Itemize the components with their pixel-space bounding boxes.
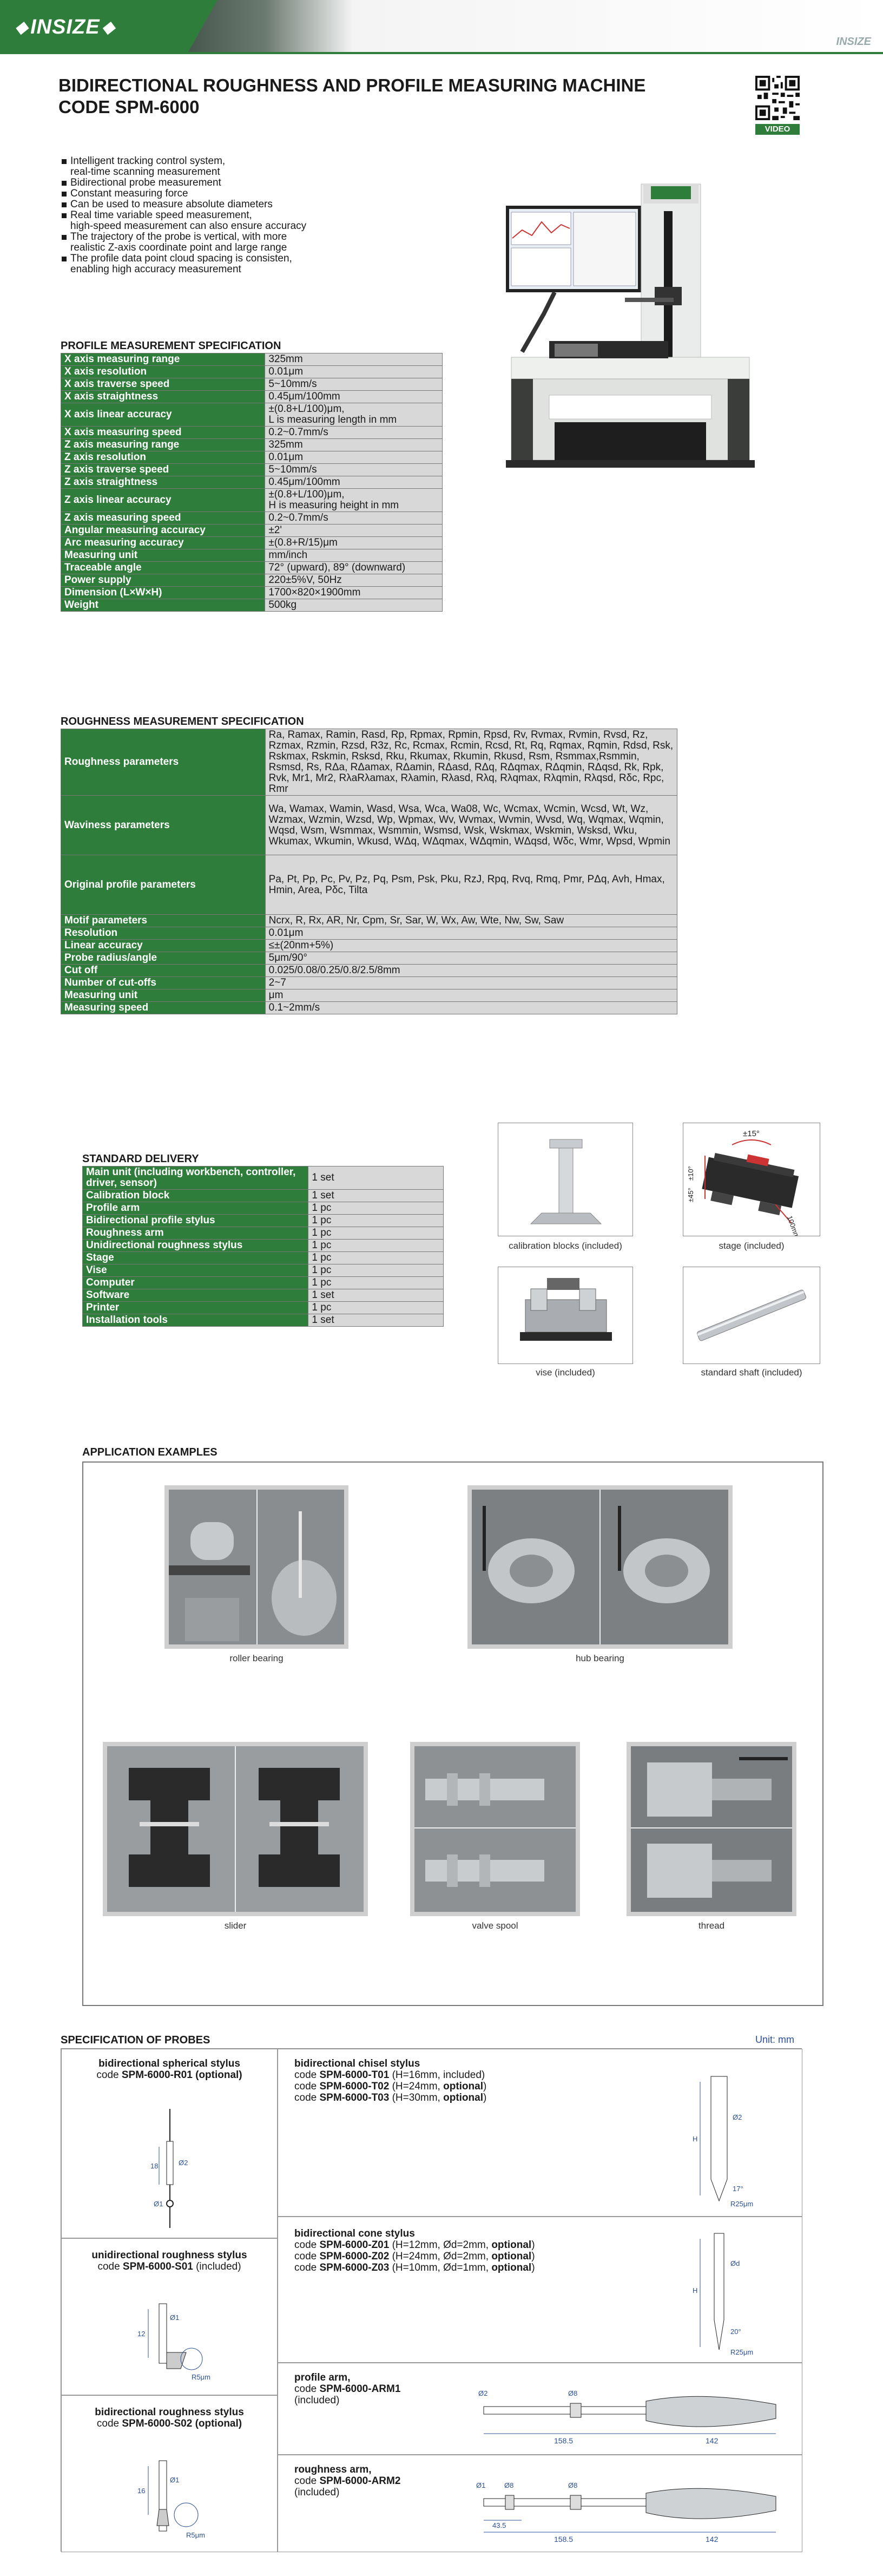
thread-caption: thread: [698, 1920, 725, 1931]
rough_spec-row: [61, 927, 677, 940]
profile_spec-value: 5~10mm/s: [265, 378, 443, 391]
svg-text:Ø2: Ø2: [179, 2159, 188, 2167]
delivery-key: Vise: [83, 1264, 308, 1277]
delivery-key: Printer: [83, 1302, 308, 1314]
profile_spec-key: Dimension (L×W×H): [61, 587, 265, 599]
svg-text:20°: 20°: [730, 2328, 741, 2336]
delivery-row: [83, 1166, 444, 1190]
svg-text:18: 18: [150, 2162, 159, 2170]
cone-stylus-drawing: [678, 2228, 787, 2358]
svg-text:142: 142: [706, 2436, 719, 2445]
delivery-value: 1 pc: [308, 1252, 444, 1264]
rough_spec-key: Linear accuracy: [61, 940, 266, 952]
roller-bearing-photo: [164, 1485, 348, 1649]
hub-bearing-photo: [467, 1485, 733, 1649]
svg-text:Ø1: Ø1: [154, 2200, 163, 2208]
svg-text:Ø1: Ø1: [170, 2313, 180, 2322]
rough_spec-key: Cut off: [61, 965, 266, 977]
svg-text:Ø1: Ø1: [476, 2481, 486, 2489]
svg-text:43.5: 43.5: [492, 2521, 506, 2529]
feature-item: The trajectory of the probe is vertical, with more realistic Z-axis coordinate point and large range: [61, 232, 364, 253]
probe-name: bidirectional roughness stylus: [95, 2407, 244, 2418]
profile_spec-row: [61, 353, 443, 366]
chisel-code-2: code SPM-6000-T02 (H=24mm, optional): [294, 2081, 487, 2092]
profile_spec-row: [61, 512, 443, 525]
delivery-key: Profile arm: [83, 1202, 308, 1215]
profile_spec-row: [61, 439, 443, 451]
profile_spec-row: [61, 549, 443, 562]
profile_spec-key: Z axis traverse speed: [61, 464, 265, 476]
video-qr-code[interactable]: [755, 76, 800, 132]
rough_spec-row: [61, 915, 677, 927]
svg-text:12: 12: [137, 2330, 146, 2338]
thread-photo: [627, 1742, 796, 1916]
delivery-value: 1 pc: [308, 1215, 444, 1227]
profile_spec-key: X axis measuring range: [61, 353, 265, 366]
delivery-row: [83, 1264, 444, 1277]
delivery-value: 1 pc: [308, 1264, 444, 1277]
rough_spec-key: Measuring unit: [61, 989, 266, 1002]
delivery-key: Calibration block: [83, 1190, 308, 1202]
delivery-value: 1 pc: [308, 1302, 444, 1314]
svg-text:R5μm: R5μm: [192, 2373, 210, 2381]
profile_spec-value: 0.01μm: [265, 451, 443, 464]
valve-spool-caption: valve spool: [472, 1920, 518, 1931]
delivery-value: 1 pc: [308, 1277, 444, 1289]
delivery-row: [83, 1277, 444, 1289]
probes-title: SPECIFICATION OF PROBES: [61, 2034, 210, 2046]
profile_spec-key: X axis linear accuracy: [61, 403, 265, 427]
svg-text:Ø2: Ø2: [733, 2113, 742, 2121]
profile_spec-key: X axis resolution: [61, 366, 265, 378]
probe-cell-cone: [278, 2217, 802, 2363]
svg-text:158.5: 158.5: [554, 2535, 574, 2544]
delivery-key: Installation tools: [83, 1314, 308, 1327]
profile_spec-value: ±(0.8+R/15)μm: [265, 537, 443, 549]
profile-spec-title: PROFILE MEASUREMENT SPECIFICATION: [61, 340, 281, 352]
slider-caption: slider: [224, 1920, 247, 1931]
roughness-arm-drawing: [473, 2466, 792, 2547]
stage-caption: stage (included): [719, 1241, 785, 1251]
feature-item: Bidirectional probe measurement: [61, 178, 364, 188]
delivery-title: STANDARD DELIVERY: [82, 1153, 199, 1165]
chisel-code-1: code SPM-6000-T01 (H=16mm, included): [294, 2069, 485, 2081]
profile_spec-row: [61, 464, 443, 476]
rough_spec-value: 0.025/0.08/0.25/0.8/2.5/8mm: [265, 965, 677, 977]
profile_spec-value: 325mm: [265, 439, 443, 451]
svg-text:R25μm: R25μm: [730, 2200, 754, 2208]
spherical-stylus-drawing: [143, 2109, 208, 2228]
profile_spec-key: Z axis measuring range: [61, 439, 265, 451]
cone-code-3: code SPM-6000-Z03 (H=10mm, Ød=1mm, optional): [294, 2262, 535, 2273]
profile_spec-row: [61, 599, 443, 612]
probe-cell-roughness-arm: roughness arm, code SPM-6000-ARM2 (included) Ø1 Ø8 Ø8 43.5 158.5 142: [278, 2455, 802, 2552]
hub-bearing-caption: hub bearing: [576, 1653, 624, 1663]
svg-text:158.5: 158.5: [554, 2436, 574, 2445]
rough_spec-value: 5μm/90°: [265, 952, 677, 965]
rough_spec-key: Measuring speed: [61, 1002, 266, 1014]
chisel-stylus-drawing: [678, 2071, 787, 2212]
feature-item: Intelligent tracking control system, real-time scanning measurement: [61, 156, 364, 178]
rough_spec-value: Wa, Wamax, Wamin, Wasd, Wsa, Wca, Wa08, Wc, Wcmax, Wcmin, Wcsd, Wt, Wz, Wzmax, Wzmin, Wzsd, Wp, Wpmax, Wv, Wvmax, Wvmin, Wvsd, Wq, Wqmax, Wqmin, Wqsd, Wsm, Wsmmax, Wsmmin, Wsmsd, Wsk, Wskmax, Wskmin, Wsksd, Wku, Wkumax, Wkumin, Wkusd, WΔq, WΔqmax, WΔqmin, WΔqsd, Wδc, Wmr, Wpsd, Wpmin: [265, 796, 677, 855]
profile-arm-drawing: [473, 2374, 792, 2450]
profile_spec-row: [61, 489, 443, 512]
profile_spec-row: [61, 574, 443, 587]
rough_spec-key: Probe radius/angle: [61, 952, 266, 965]
probes-unit: Unit: mm: [755, 2034, 794, 2045]
rough_spec-value: μm: [265, 989, 677, 1002]
rough_spec-value: ≤±(20nm+5%): [265, 940, 677, 952]
svg-text:Ø8: Ø8: [568, 2389, 578, 2397]
profile_spec-row: [61, 587, 443, 599]
brand-logo[interactable]: ◆ INSIZE ◆: [15, 15, 115, 38]
delivery-key: Main unit (including workbench, controller, driver, sensor): [83, 1166, 308, 1190]
delivery-row: [83, 1252, 444, 1264]
probe-cell-spherical: bidirectional spherical stylus code SPM-6000-R01 (optional) 18 Ø2 Ø1: [61, 2049, 278, 2238]
unidirectional-stylus-drawing: [127, 2298, 224, 2390]
profile_spec-value: 220±5%V, 50Hz: [265, 574, 443, 587]
profile_spec-row: [61, 391, 443, 403]
delivery-value: 1 pc: [308, 1240, 444, 1252]
delivery-row: [83, 1215, 444, 1227]
profile_spec-row: [61, 525, 443, 537]
rough_spec-row: [61, 952, 677, 965]
profile_spec-value: 0.01μm: [265, 366, 443, 378]
title-line-2: CODE SPM-6000: [58, 97, 200, 117]
svg-text:H: H: [693, 2286, 698, 2295]
svg-text:R25μm: R25μm: [730, 2348, 754, 2356]
probe-cell-unidirectional: unidirectional roughness stylus code SPM-6000-S01 (included) 12 Ø1 R5μm: [61, 2238, 278, 2395]
rough_spec-row: [61, 965, 677, 977]
profile_spec-row: [61, 476, 443, 489]
rough_spec-key: Waviness parameters: [61, 796, 266, 855]
profile_spec-key: Weight: [61, 599, 265, 612]
page-header: [0, 0, 883, 54]
header-divider: [0, 52, 883, 54]
rough_spec-value: 0.01μm: [265, 927, 677, 940]
rough_spec-row: [61, 796, 677, 855]
delivery-key: Stage: [83, 1252, 308, 1264]
profile_spec-row: [61, 537, 443, 549]
rough_spec-value: Ra, Ramax, Ramin, Rasd, Rp, Rpmax, Rpmin, Rpsd, Rv, Rvmax, Rvmin, Rvsd, Rz, Rzmax, Rzmin, Rzsd, R3z, Rc, Rcmax, Rcmin, Rcsd, Rt, Rq, Rqmax, Rqmin, Rdsd, Rsk, Rskmax, Rskmin, Rsksd, Rku, Rkumax, Rkumin, Rkusd, Rsm, Rsmmax,Rsmmin, Rsmsd, Rs, RΔa, RΔamax, RΔamin, RΔasd, RΔq, RΔqmax, RΔqmin, RΔqsd, Rk, Rpk, Rvk, Mr1, Mr2, RλaRλamax, Rλamin, Rλasd, Rλq, Rλqmax, Rλqmin, Rλqsd, Rδc, Rpc, Rmr: [265, 729, 677, 796]
feature-item: The profile data point cloud spacing is consisten, enabling high accuracy measurement: [61, 253, 364, 275]
delivery-table: [82, 1166, 444, 1327]
probes-table: [61, 2048, 802, 2552]
profile_spec-value: 5~10mm/s: [265, 464, 443, 476]
profile_spec-key: Z axis measuring speed: [61, 512, 265, 525]
delivery-value: 1 pc: [308, 1202, 444, 1215]
probe-cell-profile-arm: profile arm, code SPM-6000-ARM1 (included) Ø2 Ø8 158.5 142: [278, 2363, 802, 2455]
rough_spec-value: 2~7: [265, 977, 677, 989]
profile_spec-row: [61, 378, 443, 391]
profile_spec-value: ±2': [265, 525, 443, 537]
delivery-key: Computer: [83, 1277, 308, 1289]
delivery-row: [83, 1302, 444, 1314]
profile_spec-key: Z axis straightness: [61, 476, 265, 489]
roughness-spec-title: ROUGHNESS MEASUREMENT SPECIFICATION: [61, 716, 304, 727]
feature-list: [61, 156, 364, 275]
profile_spec-value: 500kg: [265, 599, 443, 612]
profile-spec-table: [61, 353, 443, 612]
applications-panel: [82, 1461, 823, 2006]
rough_spec-value: 0.1~2mm/s: [265, 1002, 677, 1014]
probe-name: roughness arm,: [294, 2464, 372, 2475]
profile_spec-row: [61, 366, 443, 378]
feature-item: Real time variable speed measurement, high-speed measurement can also ensure accuracy: [61, 210, 364, 232]
profile_spec-key: X axis measuring speed: [61, 427, 265, 439]
standard-shaft-caption: standard shaft (included): [701, 1367, 802, 1378]
profile_spec-row: [61, 427, 443, 439]
profile_spec-key: Traceable angle: [61, 562, 265, 574]
delivery-row: [83, 1190, 444, 1202]
qr-video-label: VIDEO: [755, 124, 800, 135]
delivery-value: 1 set: [308, 1314, 444, 1327]
delivery-value: 1 pc: [308, 1227, 444, 1240]
delivery-row: [83, 1314, 444, 1327]
title-line-1: BIDIRECTIONAL ROUGHNESS AND PROFILE MEASURING MACHINE: [58, 75, 646, 95]
rough_spec-row: [61, 729, 677, 796]
delivery-value: 1 set: [308, 1289, 444, 1302]
probe-name: bidirectional cone stylus: [294, 2228, 415, 2239]
profile_spec-key: Power supply: [61, 574, 265, 587]
profile_spec-key: Measuring unit: [61, 549, 265, 562]
roller-bearing-caption: roller bearing: [229, 1653, 284, 1663]
valve-spool-photo: [410, 1742, 580, 1916]
probe-name: bidirectional spherical stylus: [98, 2058, 240, 2069]
machine-photo: [490, 179, 771, 476]
qr-code-icon: [755, 76, 800, 120]
svg-text:142: 142: [706, 2535, 719, 2544]
profile_spec-value: 0.2~0.7mm/s: [265, 512, 443, 525]
roughness-spec-table: [61, 729, 677, 1014]
vise-photo: [498, 1267, 633, 1364]
stage-dim-tilt-1: ±10°: [687, 1166, 695, 1181]
delivery-value: 1 set: [308, 1166, 444, 1190]
rough_spec-row: [61, 989, 677, 1002]
profile_spec-key: X axis traverse speed: [61, 378, 265, 391]
profile_spec-value: ±(0.8+L/100)μm, L is measuring length in mm: [265, 403, 443, 427]
probe-name: unidirectional roughness stylus: [91, 2250, 247, 2261]
svg-text:17°: 17°: [733, 2185, 743, 2193]
rough_spec-row: [61, 940, 677, 952]
applications-title: APPLICATION EXAMPLES: [82, 1446, 218, 1458]
profile_spec-value: 325mm: [265, 353, 443, 366]
probe-cell-chisel: [278, 2049, 802, 2217]
feature-item: Constant measuring force: [61, 188, 364, 199]
profile_spec-value: ±(0.8+L/100)μm, H is measuring height in mm: [265, 489, 443, 512]
brand-logo-small: INSIZE: [836, 36, 871, 48]
stage-dim-rotation: ±15°: [743, 1129, 760, 1138]
profile_spec-value: mm/inch: [265, 549, 443, 562]
probe-cell-bidirectional-roughness: bidirectional roughness stylus code SPM-6000-S02 (optional) 16 Ø1 R5μm: [61, 2395, 278, 2552]
profile_spec-value: 1700×820×1900mm: [265, 587, 443, 599]
delivery-key: Bidirectional profile stylus: [83, 1215, 308, 1227]
profile_spec-key: Angular measuring accuracy: [61, 525, 265, 537]
rough_spec-key: Resolution: [61, 927, 266, 940]
probe-name: bidirectional chisel stylus: [294, 2058, 420, 2069]
rough_spec-row: [61, 855, 677, 915]
rough_spec-row: [61, 977, 677, 989]
svg-text:16: 16: [137, 2487, 146, 2495]
profile_spec-key: Z axis linear accuracy: [61, 489, 265, 512]
profile_spec-key: Z axis resolution: [61, 451, 265, 464]
delivery-row: [83, 1289, 444, 1302]
cone-code-1: code SPM-6000-Z01 (H=12mm, Ød=2mm, optional): [294, 2239, 535, 2251]
profile_spec-key: X axis straightness: [61, 391, 265, 403]
delivery-value: 1 set: [308, 1190, 444, 1202]
feature-item: Can be used to measure absolute diameters: [61, 199, 364, 210]
rough_spec-value: Ncrx, R, Rx, AR, Nr, Cpm, Sr, Sar, W, Wx, Aw, Wte, Nw, Sw, Saw: [265, 915, 677, 927]
profile_spec-row: [61, 562, 443, 574]
stage-dim-travel: 100mm: [785, 1214, 801, 1236]
profile_spec-value: 0.45μm/100mm: [265, 476, 443, 489]
profile_spec-key: Arc measuring accuracy: [61, 537, 265, 549]
chisel-code-3: code SPM-6000-T03 (H=30mm, optional): [294, 2092, 487, 2103]
svg-text:Ød: Ød: [730, 2259, 740, 2267]
stage-dim-tilt-2: ±45°: [687, 1188, 695, 1202]
calibration-block-caption: calibration blocks (included): [509, 1241, 622, 1251]
vise-caption: vise (included): [536, 1367, 595, 1378]
delivery-row: [83, 1227, 444, 1240]
profile_spec-value: 72° (upward), 89° (downward): [265, 562, 443, 574]
rough_spec-value: Pa, Pt, Pp, Pc, Pv, Pz, Pq, Psm, Psk, Pku, RzJ, Rpq, Rvq, Rmq, Pmr, PΔq, Avh, Hmax, Hmin, Area, Pδc, Tilta: [265, 855, 677, 915]
rough_spec-key: Roughness parameters: [61, 729, 266, 796]
svg-text:Ø8: Ø8: [568, 2481, 578, 2489]
delivery-key: Unidirectional roughness stylus: [83, 1240, 308, 1252]
rough_spec-key: Motif parameters: [61, 915, 266, 927]
profile_spec-value: 0.45μm/100mm: [265, 391, 443, 403]
svg-text:Ø1: Ø1: [170, 2476, 180, 2484]
profile_spec-value: 0.2~0.7mm/s: [265, 427, 443, 439]
profile_spec-row: [61, 451, 443, 464]
probe-name: profile arm,: [294, 2372, 351, 2383]
rough_spec-key: Original profile parameters: [61, 855, 266, 915]
stage-photo: [683, 1123, 820, 1236]
svg-text:R5μm: R5μm: [186, 2531, 205, 2539]
profile_spec-row: [61, 403, 443, 427]
delivery-row: [83, 1202, 444, 1215]
page-title: [58, 75, 697, 118]
bidirectional-roughness-stylus-drawing: [127, 2450, 224, 2547]
rough_spec-row: [61, 1002, 677, 1014]
standard-shaft-photo: [683, 1267, 820, 1364]
slider-photo: [103, 1742, 368, 1916]
rough_spec-key: Number of cut-offs: [61, 977, 266, 989]
calibration-block-photo: [498, 1123, 633, 1236]
delivery-key: Roughness arm: [83, 1227, 308, 1240]
svg-text:H: H: [693, 2135, 698, 2143]
svg-text:Ø8: Ø8: [504, 2481, 514, 2489]
cone-code-2: code SPM-6000-Z02 (H=24mm, Ød=2mm, optional): [294, 2251, 535, 2262]
delivery-key: Software: [83, 1289, 308, 1302]
svg-text:Ø2: Ø2: [478, 2389, 488, 2397]
delivery-row: [83, 1240, 444, 1252]
